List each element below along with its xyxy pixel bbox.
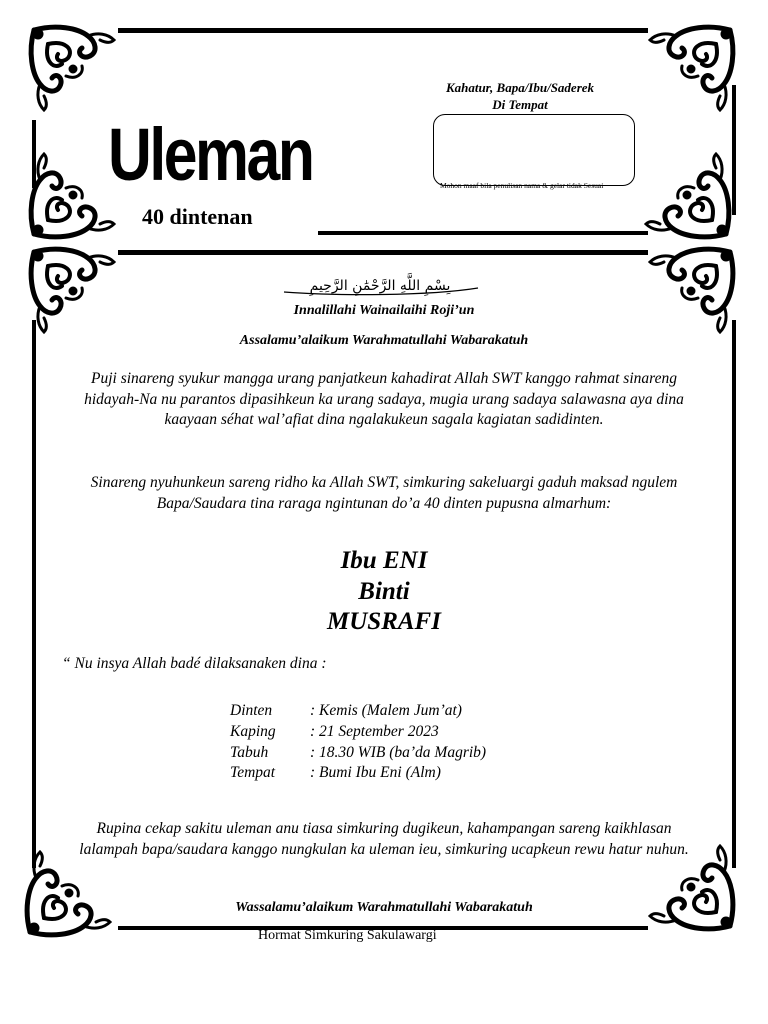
top-frame-lower-left-ornament	[26, 150, 118, 242]
top-frame-top-border	[118, 28, 648, 33]
paragraph-invitation: Sinareng nyuhunkeun sareng ridho ka Allah SWT, simkuring sakeluargi gaduh maksad ngulem Bapa/Saudara tina raraga ngintunan do’a 40 dinten pupusna almarhum:	[90, 474, 678, 512]
innalillahi-line: Innalillahi Wainailaihi Roji’un	[293, 303, 475, 318]
detail-value: : Kemis (Malem Jum’at)	[310, 702, 462, 719]
top-frame-bottom-border	[318, 231, 648, 235]
detail-row-time	[230, 743, 486, 764]
invitation-subtitle: 40 dintenan	[142, 204, 253, 229]
bismillah-calligraphy	[278, 270, 483, 298]
addressee-block	[400, 79, 640, 113]
addressee-place: Di Tempat	[492, 97, 548, 112]
detail-label: Dinten	[230, 702, 273, 719]
detail-value: : 21 September 2023	[310, 722, 439, 740]
name-apology-note: Mohon maaf bila penulisan nama & gelar tidak Sesuai	[440, 181, 604, 190]
event-intro: “ Nu insya Allah badé dilaksanaken dina :	[62, 655, 327, 672]
detail-label: Tempat	[230, 764, 276, 782]
invitation-title: Uleman	[108, 113, 313, 196]
main-bottom-left-ornament	[22, 848, 114, 940]
bismillah-text: بِسْمِ اللَّهِ الرَّحْمَٰنِ الرَّحِيمِ	[309, 278, 451, 294]
deceased-father-name: MUSRAFI	[327, 608, 441, 635]
deceased-binti: Binti	[358, 578, 410, 605]
detail-row-day	[230, 701, 486, 722]
event-details	[230, 701, 486, 784]
paragraph-praise: Puji sinareng syukur mangga urang panjatkeun kahadirat Allah SWT kanggo rahmat sinareng hidayah-Na nu parantos dipasihkeun ka urang sadaya, mugia urang sadaya salawasna aya dina kaayaan séhat wal’afiat dina ngalakukeun sagala kagiatan sadidinten.	[84, 370, 684, 428]
top-frame-lower-right-ornament	[642, 150, 734, 242]
detail-value: : Bumi Ibu Eni (Alm)	[310, 764, 441, 782]
closing-greeting: Wassalamu’alaikum Warahmatullahi Wabarakatuh	[235, 900, 533, 915]
detail-row-date	[230, 722, 486, 743]
detail-value: : 18.30 WIB (ba’da Magrib)	[310, 743, 487, 761]
main-top-left-ornament	[26, 244, 118, 336]
paragraph-thanks: Rupina cekap sakitu uleman anu tiasa simkuring dugikeun, kahampangan sareng kaikhlasan lalampah bapa/saudara kanggo nungkulan ka uleman ieu, simkuring ucapkeun rewu hatur nuhun.	[79, 820, 689, 858]
opening-greeting: Assalamu’alaikum Warahmatullahi Wabarakatuh	[239, 333, 529, 348]
top-right-ornament	[646, 22, 738, 114]
main-top-right-ornament	[646, 244, 738, 336]
addressee-line: Kahatur, Bapa/Ibu/Saderek	[445, 80, 595, 95]
detail-label: Kaping	[230, 722, 276, 740]
detail-row-place	[230, 763, 486, 784]
signoff: Hormat Simkuring Sakulawargi	[258, 928, 437, 943]
deceased-name: Ibu ENI	[340, 547, 428, 574]
recipient-name-box[interactable]	[433, 114, 635, 186]
top-left-ornament	[26, 22, 118, 114]
main-frame-top-border	[118, 250, 648, 255]
detail-label: Tabuh	[230, 743, 269, 761]
